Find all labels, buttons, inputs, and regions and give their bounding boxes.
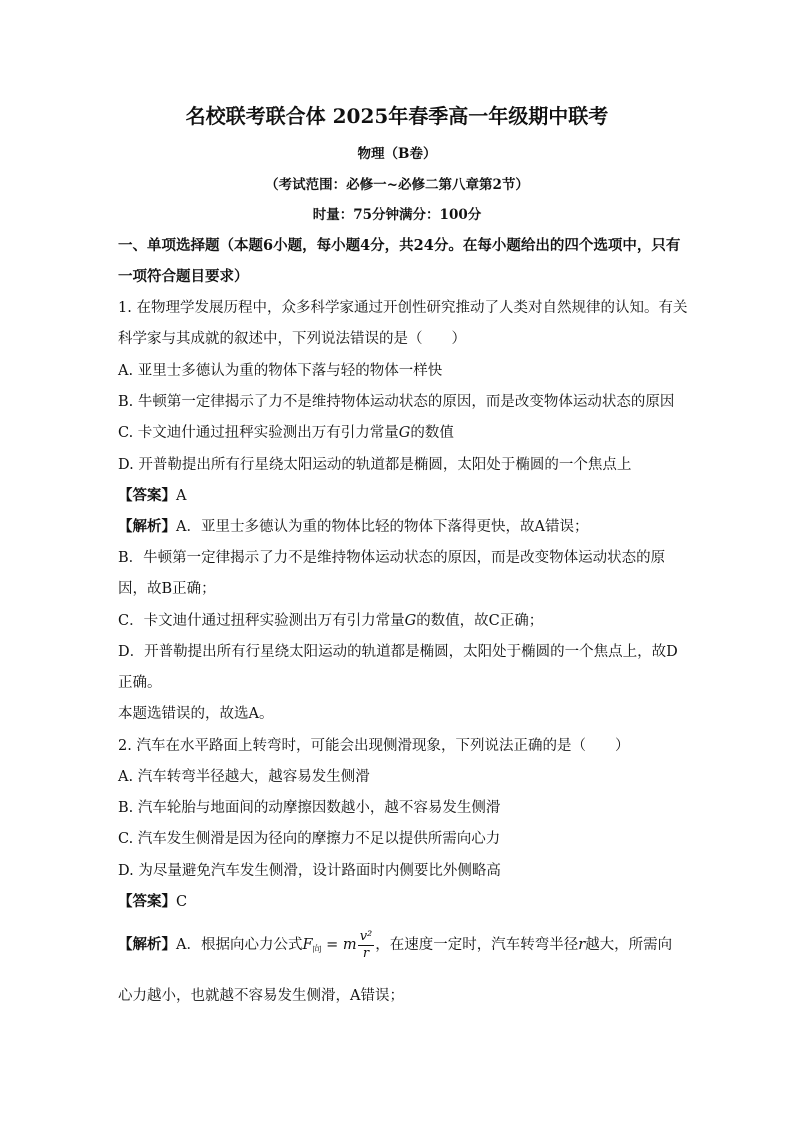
q1-analysis-b-line2: 因，故B正确；: [118, 581, 216, 597]
q1-analysis-c: C．卡文迪什通过扭秤实验测出万有引力常量G的数值，故C正确；: [118, 613, 544, 629]
section-heading-line2: 一项符合题目要求）: [118, 268, 249, 285]
q1-option-b: B. 牛顿第一定律揭示了力不是维持物体运动状态的原因，而是改变物体运动状态的原因: [118, 394, 675, 410]
q2-answer: 【答案】C: [118, 893, 188, 910]
q1-analysis-d-line2: 正确。: [118, 675, 162, 691]
exam-scope: （考试范围：必修一~必修二第八章第2节）: [265, 177, 529, 193]
q1-analysis-a: 【解析】A．亚里士多德认为重的物体比轻的物体下落得更快，故A错误；: [118, 518, 589, 535]
q2-analysis-a-line2: 心力越小，也就越不容易发生侧滑，A错误；: [118, 988, 404, 1004]
q2-option-d: D. 为尽量避免汽车发生侧滑，设计路面时内侧要比外侧略高: [118, 863, 501, 879]
exam-title: 名校联考联合体 2025年春季高一年级期中联考: [185, 104, 609, 128]
q1-option-a: A. 亚里士多德认为重的物体下落与轻的物体一样快: [118, 363, 443, 379]
q1-option-d: D. 开普勒提出所有行星绕太阳运动的轨道都是椭圆，太阳处于椭圆的一个焦点上: [118, 457, 632, 473]
q1-stem-line2: 科学家与其成就的叙述中，下列说法错误的是（ ）: [118, 331, 466, 347]
formula-centripetal-force: $F_向 = m$: [302, 937, 357, 955]
exam-time: 时量：75分钟满分：100分: [312, 207, 482, 223]
q2-option-c: C. 汽车发生侧滑是因为径向的摩擦力不足以提供所需向心力: [118, 831, 501, 847]
section-heading-line1: 一、单项选择题（本题6小题，每小题4分，共24分。在每小题给出的四个选项中，只有: [118, 237, 681, 254]
q1-stem-line1: 1. 在物理学发展历程中，众多科学家通过开创性研究推动了人类对自然规律的认知。有关: [118, 300, 688, 316]
q2-analysis-a-line1: 【解析】A．根据向心力公式$F_向 = m$ $\frac{\text{v²}}{r}$ ，在速度一定时，汽车转弯半径r越大，所需向: [118, 928, 673, 961]
formula-fraction: $\frac{\text{v²}}{r}$: [359, 928, 373, 961]
q1-conclusion: 本题选错误的，故选A。: [118, 706, 274, 722]
q2-option-a: A. 汽车转弯半径越大，越容易发生侧滑: [118, 769, 370, 785]
q2-option-b: B. 汽车轮胎与地面间的动摩擦因数越小，越不容易发生侧滑: [118, 800, 501, 816]
exam-subject: 物理（B卷）: [357, 146, 437, 162]
q1-analysis-b-line1: B．牛顿第一定律揭示了力不是维持物体运动状态的原因，而是改变物体运动状态的原: [118, 550, 666, 566]
q1-option-c: C. 卡文迪什通过扭秤实验测出万有引力常量G的数值: [118, 425, 454, 441]
q1-answer: 【答案】A: [118, 487, 187, 504]
q2-stem: 2. 汽车在水平路面上转弯时，可能会出现侧滑现象，下列说法正确的是（ ）: [118, 738, 630, 754]
q1-analysis-d-line1: D．开普勒提出所有行星绕太阳运动的轨道都是椭圆，太阳处于椭圆的一个焦点上，故D: [118, 644, 678, 660]
